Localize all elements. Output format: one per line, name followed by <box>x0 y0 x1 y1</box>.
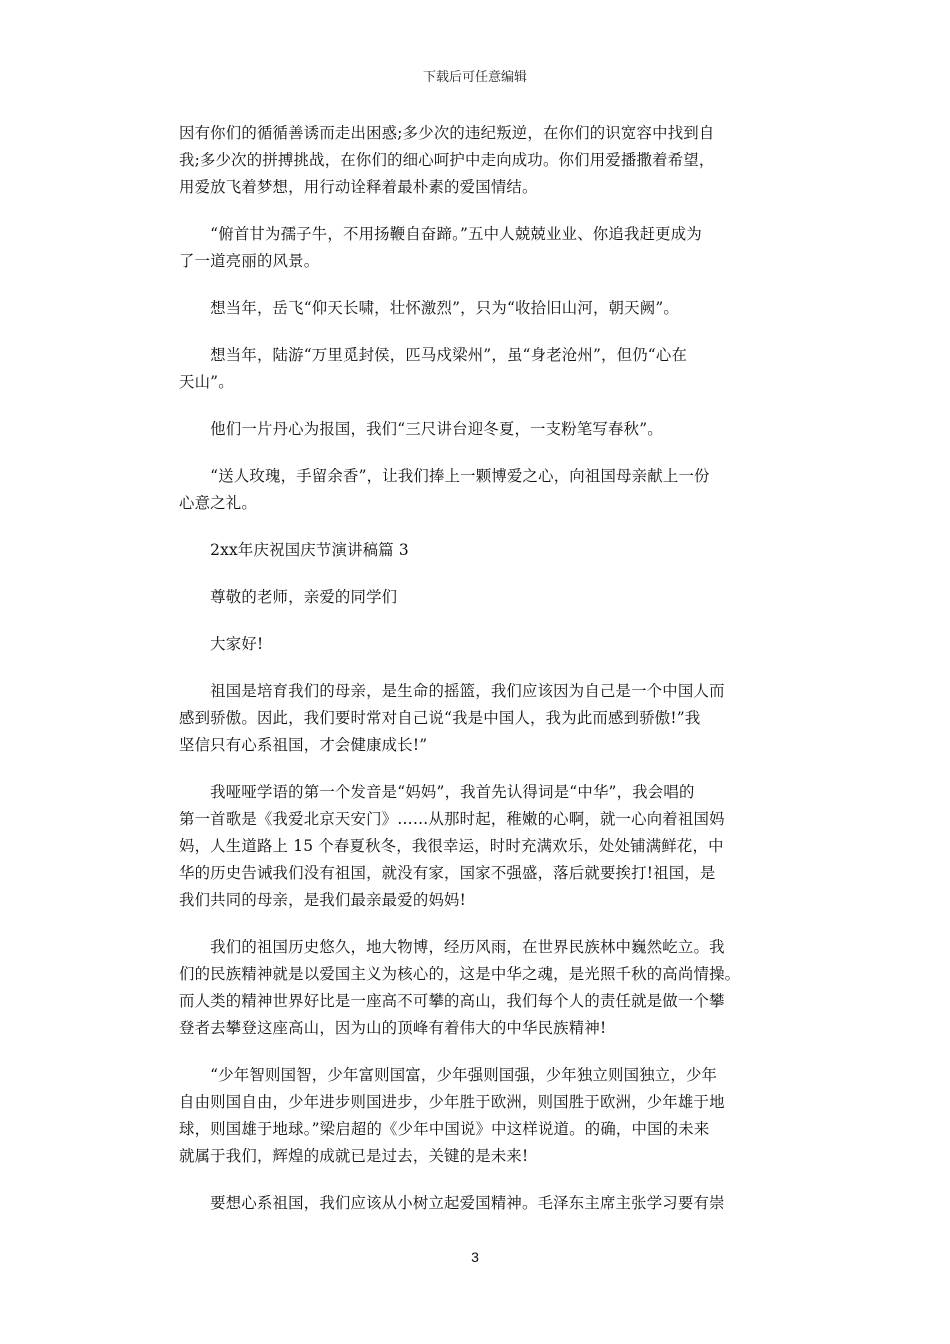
paragraph: “送人玫瑰，手留余香”，让我们捧上一颗博爱之心，向祖国母亲献上一份 心意之礼。 <box>179 467 710 512</box>
paragraph: 因有你们的循循善诱而走出困惑;多少次的违纪叛逆，在你们的识宽容中找到自 我;多少次的拼搏挑战，在你们的细心呵护中走向成功。你们用爱播撒着希望， 用爱放飞着梦想，用行动诠释着最朴素的爱国情结。 <box>179 124 715 196</box>
paragraph: 他们一片丹心为报国，我们“三尺讲台迎冬夏，一支粉笔写春秋”。 <box>179 420 663 438</box>
paragraph: 要想心系祖国，我们应该从小树立起爱国精神。毛泽东主席主张学习要有崇 <box>179 1194 725 1212</box>
paragraph: 我哑哑学语的第一个发音是“妈妈”，我首先认得词是“中华”，我会唱的 第一首歌是《我爱北京天安门》……从那时起，稚嫩的心啊，就一心向着祖国妈 妈，人生道路上 15 个春夏秋冬，我很幸运，时时充满欢乐，处处铺满鲜花，中 华的历史告诫我们没有祖国，就没有家，国家不强盛，落后就要挨打!祖国，是 我们共同的母亲，是我们最亲最爱的妈妈! <box>179 783 725 909</box>
section-heading: 2xx年庆祝国庆节演讲稿篇 3 <box>179 541 409 559</box>
page-number: 3 <box>471 1249 479 1265</box>
paragraph: 祖国是培育我们的母亲，是生命的摇篮，我们应该因为自己是一个中国人而 感到骄傲。因此，我们要时常对自己说“我是中国人，我为此而感到骄傲!”我 坚信只有心系祖国，才会健康成长!” <box>179 682 725 754</box>
paragraph: 想当年，陆游“万里觅封侯，匹马戍梁州”，虽“身老沧州”，但仍“心在 天山”。 <box>179 346 688 391</box>
paragraph: 想当年，岳飞“仰天长啸，壮怀激烈”，只为“收拾旧山河，朝天阙”。 <box>179 299 679 317</box>
document-body <box>179 120 779 1237</box>
paragraph: “少年智则国智，少年富则国富，少年强则国强，少年独立则国独立，少年 自由则国自由，少年进步则国进步，少年胜于欧洲，则国胜于欧洲，少年雄于地 球，则国雄于地球。”梁启超的《少年中国说》中这样说道。的确，中国的未来 就属于我们，辉煌的成就已是过去，关键的是未来! <box>179 1066 725 1165</box>
paragraph: “俯首甘为孺子牛，不用扬鞭自奋蹄。”五中人兢兢业业、你追我赶更成为 了一道亮丽的风景。 <box>179 225 702 270</box>
paragraph: 我们的祖国历史悠久，地大物博，经历风雨，在世界民族林中巍然屹立。我 们的民族精神就是以爱国主义为核心的，这是中华之魂，是光照千秋的高尚情操。 而人类的精神世界好比是一座高不可攀的高山，我们每个人的责任就是做一个攀 登者去攀登这座高山，因为山的顶峰有着伟大的中华民族精神! <box>179 938 741 1037</box>
page-header: 下载后可任意编辑 <box>422 70 527 85</box>
greeting: 大家好! <box>179 635 264 653</box>
salutation: 尊敬的老师，亲爱的同学们 <box>179 588 398 606</box>
